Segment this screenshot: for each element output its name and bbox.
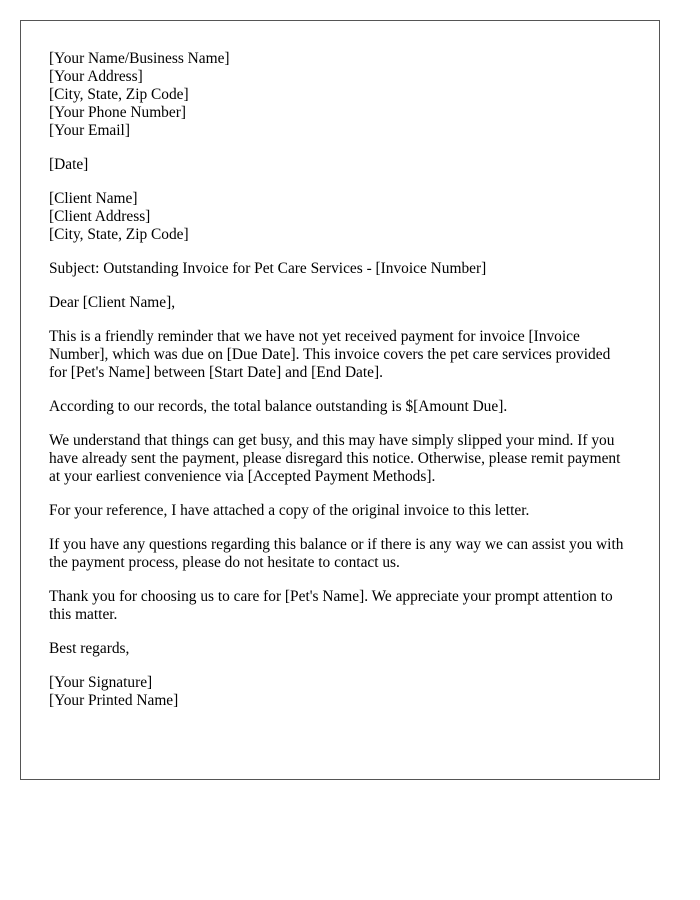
sender-address: [Your Address]: [49, 68, 143, 85]
sender-phone: [Your Phone Number]: [49, 104, 186, 121]
recipient-address: [Client Address]: [49, 208, 151, 225]
body-paragraph-balance: According to our records, the total balance outstanding is $[Amount Due].: [49, 398, 508, 415]
body-paragraph-thanks: Thank you for choosing us to care for [Pet's Name]. We appreciate your prompt attention to this matter.: [49, 588, 613, 623]
letter-date: [Date]: [49, 156, 89, 173]
salutation: Dear [Client Name],: [49, 294, 176, 311]
recipient-name: [Client Name]: [49, 190, 138, 207]
closing: Best regards,: [49, 640, 130, 657]
date-block: [49, 156, 631, 174]
sender-email: [Your Email]: [49, 122, 130, 139]
sender-block: [49, 50, 631, 140]
letter-page: [20, 20, 660, 780]
body-paragraph-questions: If you have any questions regarding this balance or if there is any way we can assist you with the payment process, please do not hesitate to contact us.: [49, 536, 624, 571]
sender-city-state-zip: [City, State, Zip Code]: [49, 86, 189, 103]
recipient-city-state-zip: [City, State, Zip Code]: [49, 226, 189, 243]
body-paragraph-reminder: This is a friendly reminder that we have not yet received payment for invoice [Invoice Number], which was due on [Due Date]. This invoice covers the pet care services provided for [Pet's Name] between [Start Date] and [End Date].: [49, 328, 611, 381]
printed-name: [Your Printed Name]: [49, 692, 179, 709]
body-paragraph-attachment: For your reference, I have attached a copy of the original invoice to this letter.: [49, 502, 530, 519]
signature-block: [49, 674, 631, 710]
subject-line: Subject: Outstanding Invoice for Pet Care Services - [Invoice Number]: [49, 260, 487, 277]
recipient-block: [49, 190, 631, 244]
body-paragraph-understanding: We understand that things can get busy, and this may have simply slipped your mind. If you have already sent the payment, please disregard this notice. Otherwise, please remit payment at your earliest convenience via [Accepted Payment Methods].: [49, 432, 621, 485]
signature-line: [Your Signature]: [49, 674, 153, 691]
sender-name: [Your Name/Business Name]: [49, 50, 230, 67]
